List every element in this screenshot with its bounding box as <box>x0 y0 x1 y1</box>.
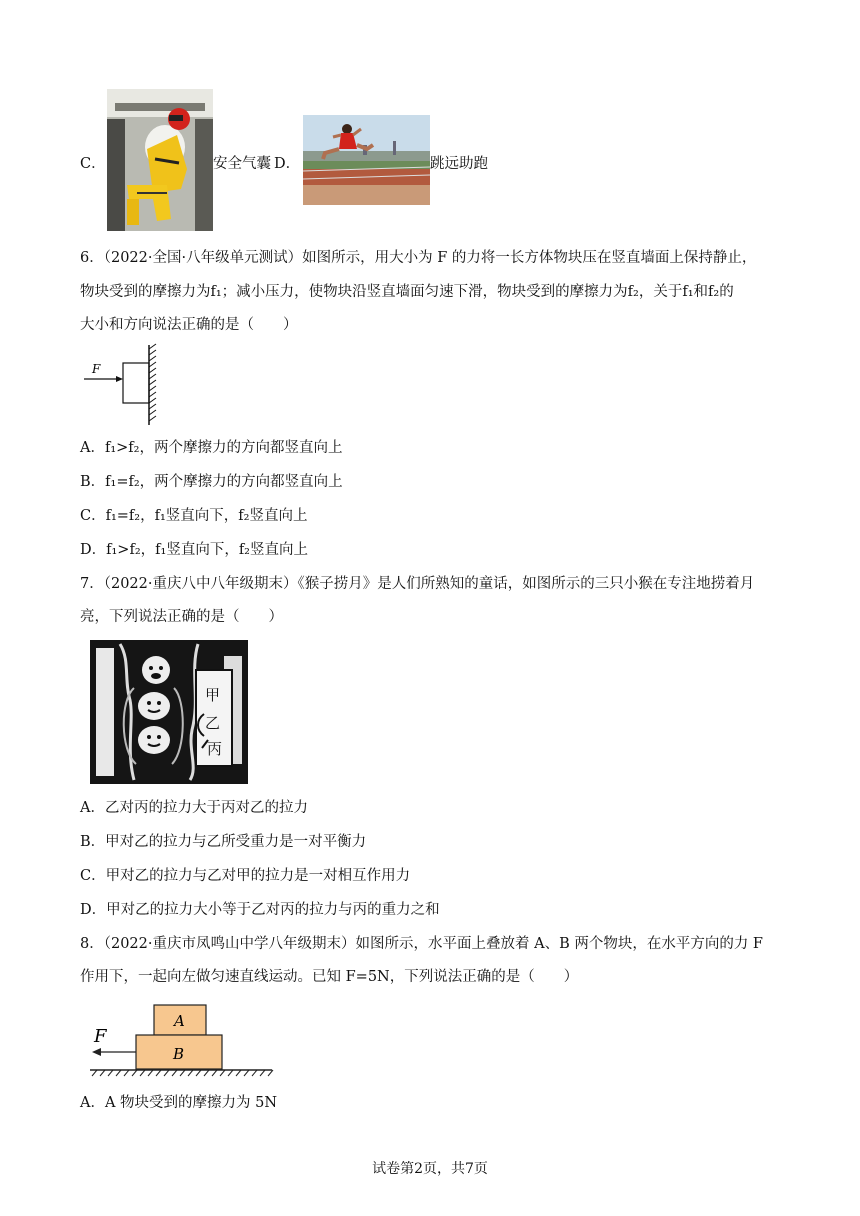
q6-wall-figure <box>82 343 168 427</box>
block-on-wall-diagram <box>82 343 168 427</box>
option-c-letter: C． <box>80 156 106 172</box>
monkeys-diagram <box>90 640 248 784</box>
airbag-illustration <box>107 89 213 231</box>
q8-option-a[interactable]: A．A 物块受到的摩擦力为 5N <box>80 1095 278 1111</box>
option-c-caption: 安全气囊 <box>213 156 271 172</box>
q7-label-yi: 乙 <box>205 714 221 732</box>
q7-option-a[interactable]: A．乙对丙的拉力大于丙对乙的拉力 <box>80 800 308 816</box>
airbag-photo <box>107 89 213 231</box>
q8-force-label: F <box>94 1026 107 1047</box>
q6-option-b[interactable]: B．f₁=f₂，两个摩擦力的方向都竖直向上 <box>80 474 343 490</box>
option-d-caption: 跳远助跑 <box>430 156 488 172</box>
q6-option-c[interactable]: C．f₁=f₂，f₁竖直向下，f₂竖直向上 <box>80 508 308 524</box>
option-d-letter: D． <box>274 156 301 172</box>
q7-option-b[interactable]: B．甲对乙的拉力与乙所受重力是一对平衡力 <box>80 834 367 850</box>
q8-stem-line1: 8．（2022·重庆市凤鸣山中学八年级期末）如图所示，水平面上叠放着 A、B 两个物块，在水平方向的力 F <box>80 936 763 952</box>
q8-block-a-label: A <box>174 1012 185 1030</box>
long-jump-photo <box>303 115 430 205</box>
q7-label-jia: 甲 <box>205 686 221 704</box>
q7-option-d[interactable]: D．甲对乙的拉力大小等于乙对丙的拉力与丙的重力之和 <box>80 902 440 918</box>
q6-option-d[interactable]: D．f₁>f₂，f₁竖直向下，f₂竖直向上 <box>80 542 308 558</box>
stacked-blocks-diagram <box>88 1000 278 1080</box>
q8-block-b-label: B <box>173 1045 185 1063</box>
q7-stem-line1: 7．（2022·重庆八中八年级期末）《猴子捞月》是人们所熟知的童话，如图所示的三只小猴在专注地捞着月 <box>80 576 755 592</box>
page-footer: 试卷第2页，共7页 <box>372 1161 488 1177</box>
q6-stem-line3: 大小和方向说法正确的是（ ） <box>80 317 298 333</box>
q6-stem-line2: 物块受到的摩擦力为f₁；减小压力，使物块沿竖直墙面匀速下滑，物块受到的摩擦力为f₂，关于f₁和f₂的 <box>80 284 734 300</box>
q8-stacked-blocks-figure <box>88 1000 278 1080</box>
monkey-moon-figure <box>90 640 248 784</box>
q7-option-c[interactable]: C．甲对乙的拉力与乙对甲的拉力是一对相互作用力 <box>80 868 411 884</box>
long-jump-illustration <box>303 115 430 205</box>
q6-force-label: F <box>92 362 101 376</box>
q7-label-bing: 丙 <box>207 740 223 758</box>
q7-stem-line2: 亮，下列说法正确的是（ ） <box>80 609 283 625</box>
q6-stem-line1: 6．（2022·全国·八年级单元测试）如图所示，用大小为 F 的力将一长方体物块压在竖直墙面上保持静止， <box>80 250 757 266</box>
q6-option-a[interactable]: A．f₁>f₂，两个摩擦力的方向都竖直向上 <box>80 440 343 456</box>
q8-stem-line2: 作用下，一起向左做匀速直线运动。已知 F=5N，下列说法正确的是（ ） <box>80 969 579 985</box>
